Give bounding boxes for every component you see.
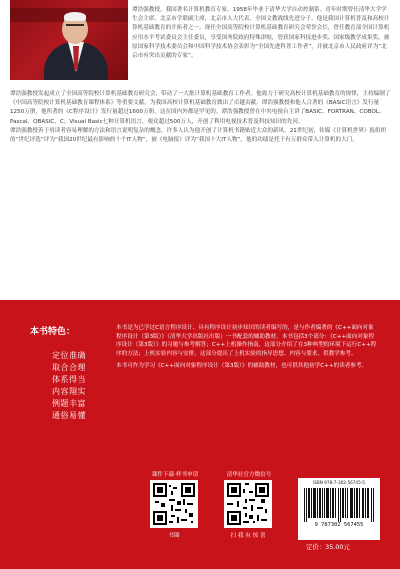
barcode-bars-icon [304,488,374,522]
author-photo [10,0,128,80]
qr-left-label: 课件下载·样书申请 [151,472,199,478]
author-bio-continued [10,90,392,145]
features-list [52,350,86,422]
feature-item: 例题丰富 [52,399,86,408]
qr-pattern-left [153,483,195,525]
photo-glasses [66,24,84,29]
author-bio-first-paragraph: 谭浩强教授，我国著名计算机教育专家。1958年毕业于清华大学自动控制系。青年时期曾任清华大学学生会主席、北京市学联副主席，北京市人大代表、全国文教战线先进分子。他是我国计算机普及和高校计算机基础教育的开拓者之一。现任全国高等院校计算机基础教育研究会荣誉会长，曾任教育部全国计算机应用水平考试委员会主任委员，享受国务院政府特殊津贴，曾获国家科技进步奖、国家级教学成果奖，被原国家科学技术委员会和中国科学技术协会表彰为“全国先进科普工作者”，并被北京市人民政府评为“北京市有突出贡献的专家”。 [132,7,390,60]
price-label: 定价：35.00元 [306,543,350,551]
book-info-section [0,300,400,569]
features-title: 本书特色： [30,327,76,337]
photo-hair [64,12,86,21]
author-bio-paragraph: 谭浩强教授善于用读者容易理解的方法和语言说明复杂的概念，许多人认为他开创了计算机书籍贴近大众的新风。21世纪初，传媒《计算机世界》报组织的“世纪评选”评为“我国20世纪最有影响的十个IT人物”，被《电脑报》评为“我国十大IT人物”，他的功绩是托于有万群众带入计算机的大门。 [10,127,387,144]
qr-right-label: 清华社官方微信号 [226,472,272,478]
intro-paragraph: 本书是为已学过C语言程序设计、具有程序设计初步知识的读者编写的，是与作者编著的《C++面向对象程序设计（第3版）》（清华大学出版社出版）一书配套的辅助教材。本书包括3个部分：《C++面向对象程序设计（第3版）》的习题与参考解答；C++上机操作指南，这部分介绍了在3种典型的环境下运行C++程序的方法；上机实验内容与安排，这部分提出了上机实验的指导思想、内容与要求，供教学参考。 [116,325,377,357]
feature-item: 内容翔实 [52,387,86,396]
feature-item: 取合合理 [52,363,86,372]
author-bio-paragraph: 谭浩强教授发起成立了全国高等院校计算机基础教育研究会，带动了一大批计算机基础教育工作者。他致力于研究高校计算机基础教育的规律，主持编制了《中国高等院校计算机基础教育课程体系》等重要文献，为我国高校计算机基础教育做出了卓越贡献。谭浩强教授和他人合著的《BASIC语言》发行量1250万册，他所著的《C程序设计》发行量超过1600万册，这在国内外都是罕见的。谭浩强教授曾在中央电视台主讲了BASIC、FORTRAN、COBOL、Pascal、QBASIC、C、Visual Basic七种计算机语言，观众超过500万人，开创了利用电视技术普及科技知识的先河。 [10,91,391,125]
qr-code-right-icon[interactable] [224,480,272,528]
qr-right-caption: 扫 我 有 惊 喜 [230,533,266,539]
isbn-barcode [298,478,380,540]
intro-paragraph: 本书可作为学习《C++面向对象程序设计（第3版）》的辅助教材，也可供其他初学C++的读者参考。 [116,363,368,370]
qr-code-left-icon[interactable] [150,480,198,528]
isbn-text: ISBN 978-7-302-56745-5 [313,480,365,485]
qr-pattern-right [227,483,269,525]
feature-item: 体系得当 [52,375,86,384]
book-introduction [116,324,378,371]
qr-left-caption: 书圈 [168,533,180,539]
feature-item: 定位准确 [52,351,86,360]
barcode-digits: 9 787302 567455 [314,522,364,528]
feature-item: 通俗易懂 [52,411,86,420]
